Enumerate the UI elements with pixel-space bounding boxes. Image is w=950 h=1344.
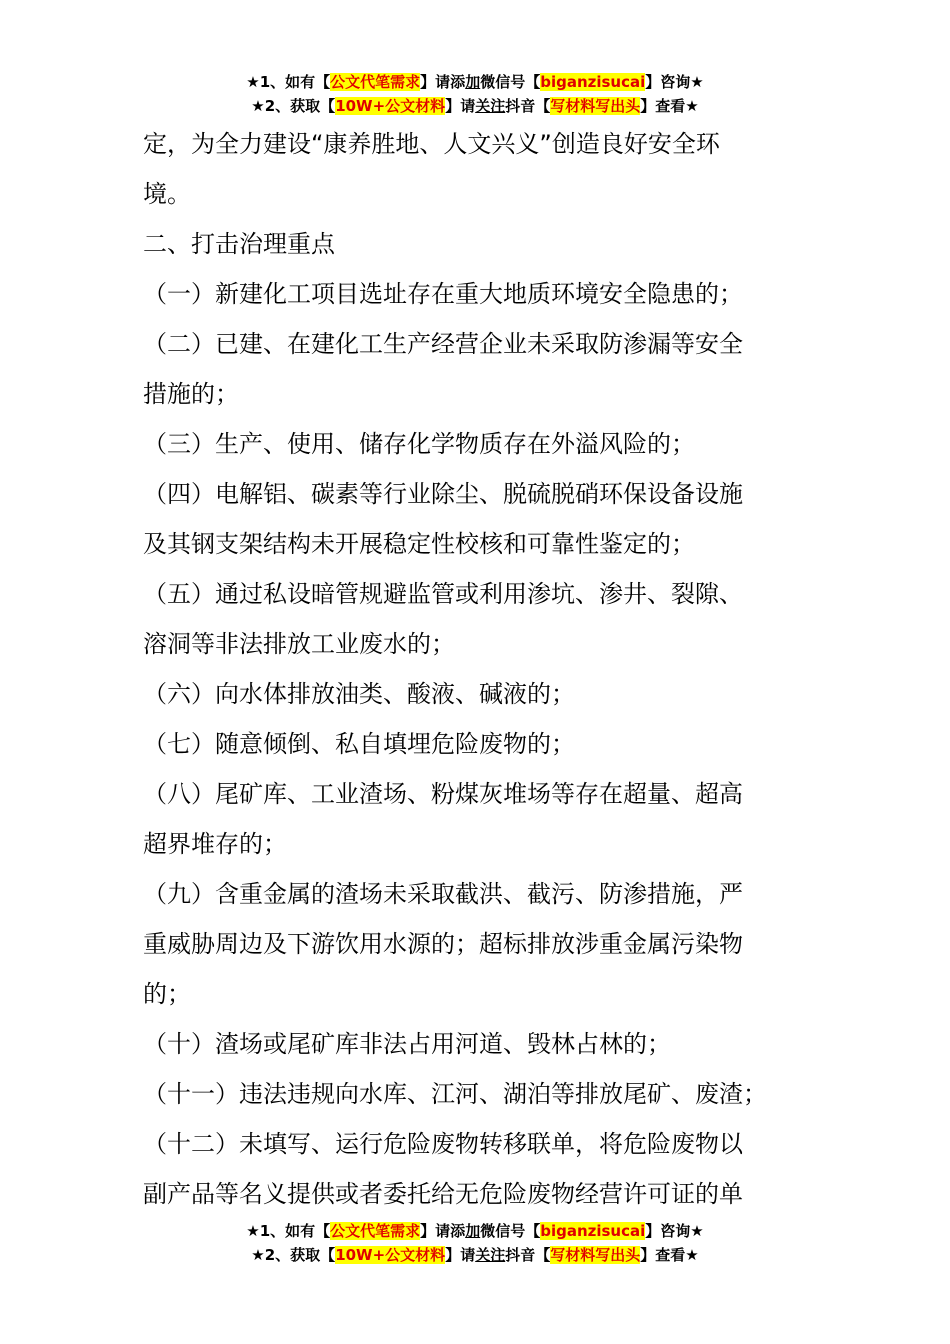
section-heading: 二、打击治理重点	[143, 230, 335, 258]
footer-line-1-mid-1: 】请添	[420, 1222, 466, 1240]
list-item-4-line-1: （四）电解铝、碳素等行业除尘、脱硫脱硝环保设备设施	[143, 480, 743, 508]
list-item-7: （七）随意倾倒、私自填埋危险废物的；	[143, 730, 575, 758]
header-line-1	[0, 70, 950, 94]
list-item-12-line-1: （十二）未填写、运行危险废物转移联单，将危险废物以	[143, 1130, 743, 1158]
list-item-8-line-1: （八）尾矿库、工业渣场、粉煤灰堆场等存在超量、超高	[143, 780, 743, 808]
footer-line-1	[0, 1219, 950, 1243]
paragraph-line: 境。	[143, 180, 191, 208]
list-item-8-line-2: 超界堆存的；	[143, 830, 287, 858]
footer-line-2-underlined: 关注	[475, 1246, 506, 1264]
list-item-11: （十一）违法违规向水库、江河、湖泊等排放尾矿、废渣；	[143, 1080, 767, 1108]
footer-line-1-highlight-1: 公文代笔需求	[330, 1222, 421, 1240]
header-line-2-underlined: 关注	[475, 97, 506, 115]
header-line-2-prefix: ★2、获取【	[251, 97, 336, 115]
header-line-2-mid-2: 抖音【	[505, 97, 551, 115]
header-line-1-mid-2: 微信号【	[480, 73, 541, 91]
list-item-2-line-1: （二）已建、在建化工生产经营企业未采取防渗漏等安全	[143, 330, 743, 358]
footer-line-2-mid-1: 】请	[445, 1246, 476, 1264]
footer-line-1-prefix: ★1、如有【	[246, 1222, 331, 1240]
header-line-2-mid-1: 】请	[445, 97, 476, 115]
list-item-6: （六）向水体排放油类、酸液、碱液的；	[143, 680, 575, 708]
list-item-12-line-2: 副产品等名义提供或者委托给无危险废物经营许可证的单	[143, 1180, 743, 1208]
list-item-4-line-2: 及其钢支架结构未开展稳定性校核和可靠性鉴定的；	[143, 530, 695, 558]
paragraph-line: 定，为全力建设“康养胜地、人文兴义”创造良好安全环	[143, 130, 720, 158]
footer-line-2-highlight-1: 10W+公文材料	[335, 1246, 446, 1264]
header-line-1-highlight-2: biganzisucai	[540, 73, 646, 91]
header-line-1-underlined: 加	[465, 73, 481, 91]
list-item-9-line-1: （九）含重金属的渣场未采取截洪、截污、防渗措施，严	[143, 880, 743, 908]
footer-line-2-mid-2: 抖音【	[505, 1246, 551, 1264]
footer-line-2-highlight-2: 写材料写出头	[550, 1246, 641, 1264]
list-item-9-line-3: 的；	[143, 980, 191, 1008]
footer-line-1-underlined: 加	[465, 1222, 481, 1240]
document-body	[143, 119, 813, 1219]
header-line-1-highlight-1: 公文代笔需求	[330, 73, 421, 91]
header-line-2-suffix: 】查看★	[640, 97, 699, 115]
header-banner	[0, 70, 950, 118]
list-item-3: （三）生产、使用、储存化学物质存在外溢风险的；	[143, 430, 695, 458]
footer-line-1-highlight-2: biganzisucai	[540, 1222, 646, 1240]
footer-banner	[0, 1219, 950, 1267]
header-line-1-suffix: 】咨询★	[645, 73, 704, 91]
list-item-2-line-2: 措施的；	[143, 380, 239, 408]
list-item-9-line-2: 重威胁周边及下游饮用水源的；超标排放涉重金属污染物	[143, 930, 743, 958]
header-line-2-highlight-1: 10W+公文材料	[335, 97, 446, 115]
header-line-2-highlight-2: 写材料写出头	[550, 97, 641, 115]
footer-line-1-suffix: 】咨询★	[645, 1222, 704, 1240]
header-line-1-prefix: ★1、如有【	[246, 73, 331, 91]
list-item-5-line-2: 溶洞等非法排放工业废水的；	[143, 630, 455, 658]
list-item-1: （一）新建化工项目选址存在重大地质环境安全隐患的；	[143, 280, 743, 308]
header-line-2	[0, 94, 950, 118]
footer-line-2-suffix: 】查看★	[640, 1246, 699, 1264]
footer-line-2	[0, 1243, 950, 1267]
header-line-1-mid-1: 】请添	[420, 73, 466, 91]
footer-line-1-mid-2: 微信号【	[480, 1222, 541, 1240]
list-item-5-line-1: （五）通过私设暗管规避监管或利用渗坑、渗井、裂隙、	[143, 580, 743, 608]
list-item-10: （十）渣场或尾矿库非法占用河道、毁林占林的；	[143, 1030, 671, 1058]
footer-line-2-prefix: ★2、获取【	[251, 1246, 336, 1264]
